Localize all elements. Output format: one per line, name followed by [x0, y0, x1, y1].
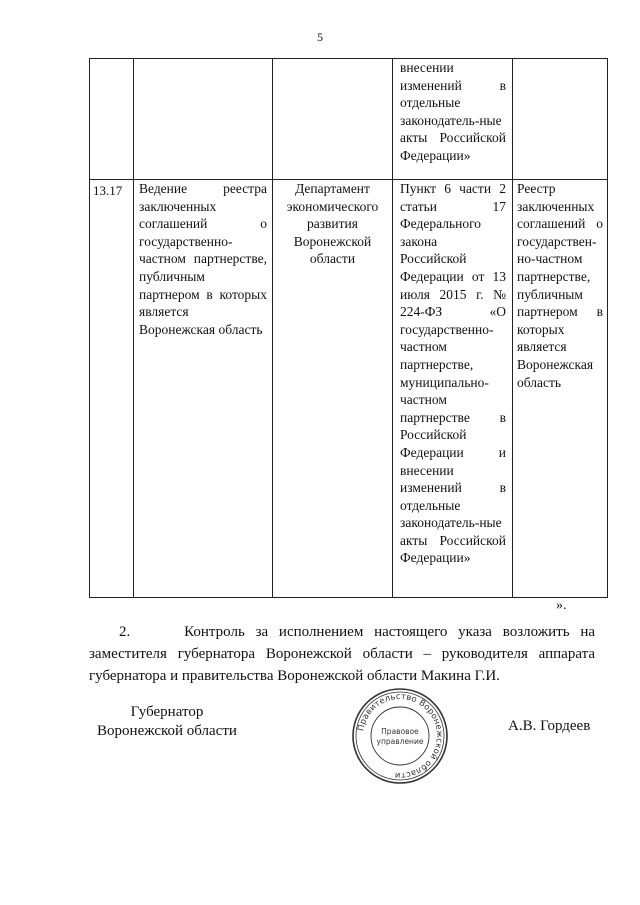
signatory-title-line2: Воронежской области: [97, 723, 237, 739]
paragraph-text: Контроль за исполнением настоящего указа возложить на заместителя губернатора Воронежской области – руководителя аппарата губернатора и правительства Воронежской области Макина Г.И.: [89, 624, 596, 684]
stamp-center-line1: Правовое: [381, 727, 419, 736]
signatory-title: [92, 703, 242, 741]
cell-activity: [134, 59, 273, 180]
cell-result: Реестр заключенных соглашений о государствен-но-частном партнерстве, публичным партнером в которых является Воронежская область: [513, 180, 608, 598]
cell-department: Департамент экономического развития Воронежской области: [273, 180, 393, 598]
page-number: 5: [317, 30, 323, 44]
cell-legal-basis: внесении изменений в отдельные законодатель-ные акты Российской Федерации»: [393, 59, 513, 180]
signatory-name: А.В. Гордеев: [508, 718, 591, 734]
cell-number: 13.17: [90, 180, 134, 598]
paragraph-2: [89, 621, 595, 687]
stamp-center-line2: управление: [376, 737, 424, 746]
cell-legal-basis: Пункт 6 части 2 статьи 17 Федерального закона Российской Федерации от 13 июля 2015 г. № 224-ФЗ «О государственно-частном партнерстве, муниципально-частном партнерстве в Российской Федерации и внесении изменений в отдельные законодатель-ные акты Российской Федерации»: [393, 180, 513, 598]
cell-result: [513, 59, 608, 180]
signatory-title-line1: Губернатор: [130, 704, 204, 720]
cell-activity: Ведение реестра заключенных соглашений о государственно-частном партнерстве, публичным партнером в которых является Воронежская область: [134, 180, 273, 598]
paragraph-number: 2.: [119, 624, 131, 640]
table-row-13-17: [90, 180, 608, 598]
official-stamp: [350, 686, 450, 786]
registry-table: [89, 58, 608, 598]
table-row-continued: [90, 59, 608, 180]
cell-number: [90, 59, 134, 180]
stamp-ring-text: Правительство Воронежской области: [355, 690, 446, 782]
closing-quote: ».: [556, 598, 567, 613]
cell-department: [273, 59, 393, 180]
